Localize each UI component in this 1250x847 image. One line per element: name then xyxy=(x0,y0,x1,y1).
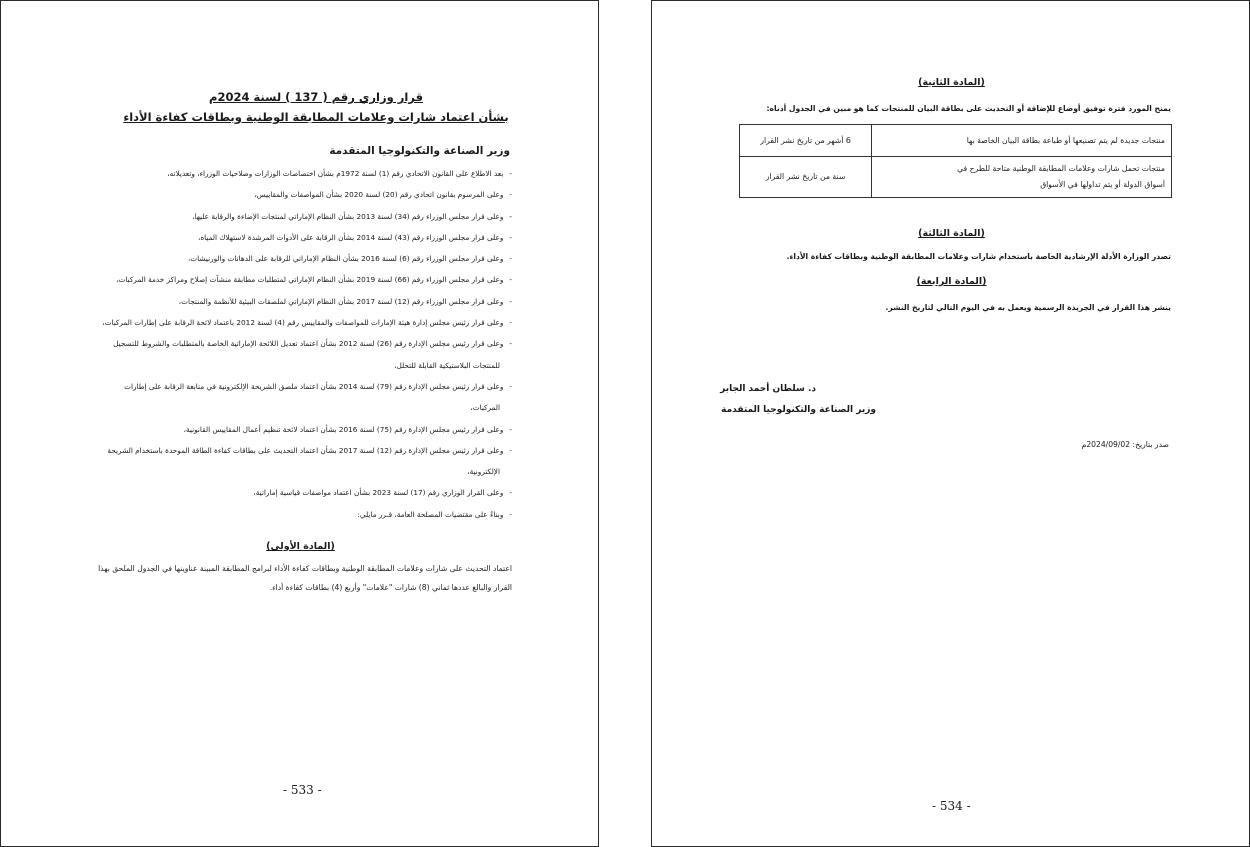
article-3-text: تصدر الوزارة الأدلة الإرشادية الخاصة باستخدام شارات وعلامات المطابقة الوطنية وبطاقات كفاءة الأداء. xyxy=(786,252,1171,261)
case-line: منتجات جديدة لم يتم تصنيعها أو طباعة بطاقة البيان الخاصة بها xyxy=(966,135,1165,145)
article-1-line-2: القرار والبالغ عددها ثماني (8) شارات "علامات" وأربع (4) بطاقات كفاءة أداء. xyxy=(269,583,512,592)
bullet-dash: - xyxy=(509,339,512,349)
bullet-dash: - xyxy=(509,169,512,178)
case-line: منتجات تحمل شارات وعلامات المطابقة الوطنية متاحة للطرح في xyxy=(957,164,1165,173)
decree-title: قرار وزاري رقم ( 137 ) لسنة 2024م xyxy=(209,90,423,104)
case-line: أسواق الدولة أو يتم تداولها في الأسواق xyxy=(1040,180,1165,189)
preamble-item xyxy=(62,227,512,248)
bullet-dash: - xyxy=(509,318,512,328)
preamble-item xyxy=(62,248,512,269)
preamble-item xyxy=(62,291,512,312)
preamble-text: وعلى القرار الوزاري رقم (17) لسنة 2023 بشأن اعتماد مواصفات قياسية إماراتية، xyxy=(253,488,504,498)
page-gap xyxy=(599,0,651,847)
preamble-text: وعلى قرار مجلس الوزراء رقم (12) لسنة 2017 بشأن النظام الإماراتي لملصقات البيئية للأنظمة والمنتجات، xyxy=(178,296,504,306)
preamble-text: وعلى المرسوم بقانون اتحادي رقم (20) لسنة 2020 بشأن المواصفات والمقاييس، xyxy=(254,190,504,200)
bullet-dash: - xyxy=(509,509,512,519)
preamble-item xyxy=(62,419,512,440)
bullet-dash: - xyxy=(509,488,512,498)
preamble-text: بعد الاطلاع على القانون الاتحادي رقم (1) لسنة 1972م بشأن اختصاصات الوزارات وصلاحيات الوزراء، وتعديلاته، xyxy=(167,169,504,178)
preamble-item xyxy=(62,482,512,503)
table-cell-case xyxy=(872,125,1172,157)
page-533 xyxy=(0,0,599,847)
preamble-text: وعلى قرار مجلس الوزراء رقم (66) لسنة 2019 بشأن النظام الإماراتي لمتطلبات مطابقة منشآت إصلاح ومراكز خدمة المركبات، xyxy=(116,275,504,285)
article-4-text: ينشر هذا القرار في الجريدة الرسمية ويعمل به في اليوم التالي لتاريخ النشر. xyxy=(885,303,1171,312)
article-1-heading: (المادة الأولى) xyxy=(266,541,335,552)
preamble-text: وبناءً على مقتضيات المصلحة العامة، قـرر مايلي: xyxy=(357,509,504,519)
table-cell-case xyxy=(872,157,1172,198)
bullet-dash: - xyxy=(509,211,512,221)
preamble-item xyxy=(62,269,512,290)
preamble-text: وعلى قرار مجلس الوزراء رقم (6) لسنة 2016 بشأن النظام الإماراتي للرقابة على الدهانات والورنيشات، xyxy=(187,254,504,264)
table-cell-period: 6 أشهر من تاريخ نشر القرار xyxy=(740,125,872,157)
preamble-item xyxy=(62,312,512,333)
decree-title-block xyxy=(91,87,541,127)
preamble-item xyxy=(62,163,512,184)
bullet-dash: - xyxy=(509,381,512,391)
preamble-continuation xyxy=(62,461,512,482)
preamble-text: المركبات، xyxy=(470,403,500,413)
table-row xyxy=(740,157,1172,198)
grace-period-table xyxy=(739,124,1172,198)
preamble-text: الإلكترونية، xyxy=(467,467,500,477)
preamble-text: وعلى قرار مجلس الوزراء رقم (43) لسنة 2014 بشأن الرقابة على الأدوات المرشدة لاستهلاك المياه، xyxy=(197,232,504,242)
preamble-continuation xyxy=(62,397,512,418)
page-number: - 534 - xyxy=(932,799,971,813)
article-1-line-1: اعتماد التحديث على شارات وعلامات المطابقة الوطنية وبطاقات كفاءة الأداء لبرامج المطابقة المبينة عناوينها في الجدول الملحق بهذا xyxy=(98,564,512,573)
preamble-item xyxy=(62,504,512,525)
minister-line: وزير الصناعة والتكنولوجيا المتقدمة xyxy=(329,145,510,157)
bullet-dash: - xyxy=(509,445,512,455)
preamble-item xyxy=(62,376,512,397)
preamble-item xyxy=(62,206,512,227)
issue-date: صدر بتاريخ: 2024/09/02م xyxy=(1081,440,1169,449)
article-2-heading: (المادة الثانية) xyxy=(918,77,985,88)
bullet-dash: - xyxy=(509,424,512,434)
preamble-text: وعلى قرار مجلس الوزراء رقم (34) لسنة 2013 بشأن النظام الإماراتي لمنتجات الإضاءة والرقابة عليها، xyxy=(192,211,504,221)
preamble-text: وعلى قرار رئيس مجلس الإدارة رقم (12) لسنة 2017 بشأن اعتماد التحديث على بطاقات كفاءة الطاقة الموحدة باستخدام الشريحة xyxy=(107,445,504,455)
page-534 xyxy=(651,0,1250,847)
article-2-intro: يمنح المورد فترة توفيق أوضاع للإضافة أو التحديث على بطاقة البيان للمنتجات كما هو مبين في الجدول أدناه: xyxy=(766,104,1171,113)
preamble-text: وعلى قرار رئيس مجلس الإدارة رقم (26) لسنة 2012 بشأن اعتماد تعديل اللائحة الإماراتية الخاصة بالمتطلبات والشروط للتسجيل xyxy=(113,339,504,349)
decree-subtitle: بشأن اعتماد شارات وعلامات المطابقة الوطنية وبطاقات كفاءة الأداء xyxy=(123,110,509,124)
bullet-dash: - xyxy=(509,232,512,242)
bullet-dash: - xyxy=(509,275,512,285)
preamble-item xyxy=(62,440,512,461)
preamble-text: وعلى قرار رئيس مجلس الإدارة رقم (79) لسنة 2014 بشأن اعتماد ملصق الشريحة الإلكترونية في متابعة الرقابة على إطارات xyxy=(124,381,504,391)
preamble-text: للمنتجات البلاستيكية القابلة للتحلل، xyxy=(394,360,500,370)
table-row xyxy=(740,125,1172,157)
bullet-dash: - xyxy=(509,254,512,264)
article-4-heading: (المادة الرابعة) xyxy=(916,276,987,287)
preamble-item xyxy=(62,184,512,205)
bullet-dash: - xyxy=(509,296,512,306)
preamble-item xyxy=(62,333,512,354)
page-number: - 533 - xyxy=(283,783,322,797)
preamble-list xyxy=(62,163,512,525)
bullet-dash: - xyxy=(509,190,512,200)
preamble-continuation xyxy=(62,355,512,376)
table-cell-period: سنة من تاريخ نشر القرار xyxy=(740,157,872,198)
signatory-title: وزير الصناعة والتكنولوجيا المتقدمة xyxy=(721,405,876,415)
preamble-text: وعلى قرار رئيس مجلس الإدارة رقم (75) لسنة 2016 بشأن اعتماد لائحة تنظيم أعمال المقاييس القانونية، xyxy=(183,424,504,434)
signatory-name: د. سلطان أحمد الجابر xyxy=(720,384,816,394)
article-3-heading: (المادة الثالثة) xyxy=(918,228,985,239)
preamble-text: وعلى قرار رئيس مجلس إدارة هيئة الإمارات للمواصفات والمقاييس رقم (4) لسنة 2012 باعتماد لائحة الرقابة على إطارات المركبات، xyxy=(102,318,504,328)
